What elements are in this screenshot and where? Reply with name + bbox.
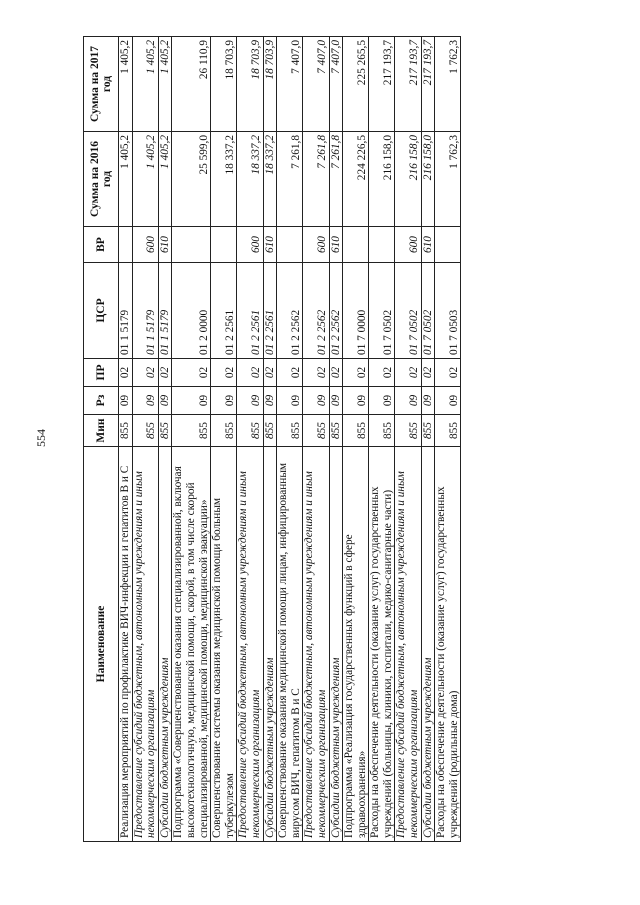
cell-csr: 01 7 0000 (343, 263, 369, 359)
cell-pr: 02 (158, 359, 172, 387)
cell-sum-2016: 216 158,0 (395, 132, 421, 227)
cell-sum-2016: 25 599,0 (172, 132, 211, 227)
cell-name: Расходы на обеспечение деятельности (оказание услуг) государственных учреждений (родильные дома) (435, 447, 461, 842)
cell-csr: 01 2 0000 (172, 263, 211, 359)
cell-pr: 02 (369, 359, 395, 387)
cell-pr: 02 (211, 359, 237, 387)
cell-name: Предоставление субсидий бюджетным, автономным учреждениям и иным некоммерческим организациям (303, 447, 329, 842)
cell-pr: 02 (435, 359, 461, 387)
header-min: Мин (84, 415, 119, 447)
cell-csr: 01 1 5179 (158, 263, 172, 359)
cell-csr: 01 7 0503 (435, 263, 461, 359)
cell-pr: 02 (277, 359, 303, 387)
cell-vr (119, 227, 133, 263)
cell-pr: 02 (132, 359, 158, 387)
cell-sum-2016: 7 261,8 (303, 132, 329, 227)
cell-min: 855 (158, 415, 172, 447)
cell-sum-2016: 216 158,0 (369, 132, 395, 227)
cell-sum-2016: 7 261,8 (329, 132, 343, 227)
page-number: 554 (34, 429, 48, 447)
cell-name: Предоставление субсидий бюджетным, автономным учреждениям и иным некоммерческим организациям (395, 447, 421, 842)
cell-sum-2016: 1 405,2 (132, 132, 158, 227)
table-row (277, 37, 303, 842)
cell-vr (211, 227, 237, 263)
cell-min: 855 (369, 415, 395, 447)
cell-csr: 01 2 2562 (277, 263, 303, 359)
cell-rz: 09 (369, 387, 395, 415)
table-row (329, 37, 343, 842)
cell-sum-2016: 1 405,2 (119, 132, 133, 227)
cell-sum-2017: 7 407,0 (329, 37, 343, 132)
cell-name: Субсидии бюджетным учреждениям (158, 447, 172, 842)
cell-min: 855 (119, 415, 133, 447)
cell-name: Субсидии бюджетным учреждениям (263, 447, 277, 842)
cell-csr: 01 2 2561 (237, 263, 263, 359)
cell-sum-2016: 216 158,0 (421, 132, 435, 227)
cell-min: 855 (421, 415, 435, 447)
cell-sum-2016: 224 226,5 (343, 132, 369, 227)
cell-pr: 02 (329, 359, 343, 387)
cell-name: Предоставление субсидий бюджетным, автономным учреждениям и иным некоммерческим организациям (132, 447, 158, 842)
cell-sum-2017: 1 762,3 (435, 37, 461, 132)
cell-sum-2017: 18 703,9 (263, 37, 277, 132)
cell-rz: 09 (263, 387, 277, 415)
cell-sum-2017: 225 265,5 (343, 37, 369, 132)
cell-min: 855 (303, 415, 329, 447)
cell-vr: 610 (158, 227, 172, 263)
cell-vr (343, 227, 369, 263)
cell-rz: 09 (237, 387, 263, 415)
cell-pr: 02 (343, 359, 369, 387)
cell-sum-2017: 26 110,9 (172, 37, 211, 132)
cell-vr (277, 227, 303, 263)
cell-sum-2016: 18 337,2 (263, 132, 277, 227)
cell-min: 855 (211, 415, 237, 447)
cell-rz: 09 (421, 387, 435, 415)
cell-rz: 09 (329, 387, 343, 415)
cell-pr: 02 (263, 359, 277, 387)
cell-vr (369, 227, 395, 263)
table-row (421, 37, 435, 842)
cell-min: 855 (343, 415, 369, 447)
table-row (158, 37, 172, 842)
cell-min: 855 (237, 415, 263, 447)
header-vr: ВР (84, 227, 119, 263)
cell-name: Совершенствование системы оказания медицинской помощи больным туберкулезом (211, 447, 237, 842)
cell-name: Субсидии бюджетным учреждениям (421, 447, 435, 842)
cell-pr: 02 (303, 359, 329, 387)
cell-sum-2017: 7 407,0 (303, 37, 329, 132)
cell-rz: 09 (119, 387, 133, 415)
cell-min: 855 (395, 415, 421, 447)
cell-pr: 02 (172, 359, 211, 387)
cell-csr: 01 7 0502 (369, 263, 395, 359)
table-row (237, 37, 263, 842)
cell-csr: 01 7 0502 (421, 263, 435, 359)
table-row (132, 37, 158, 842)
cell-pr: 02 (395, 359, 421, 387)
cell-csr: 01 2 2561 (263, 263, 277, 359)
header-rz: Рз (84, 387, 119, 415)
cell-rz: 09 (211, 387, 237, 415)
cell-sum-2017: 217 193,7 (421, 37, 435, 132)
cell-pr: 02 (119, 359, 133, 387)
cell-sum-2016: 18 337,2 (237, 132, 263, 227)
cell-vr: 600 (395, 227, 421, 263)
header-name: Наименование (84, 447, 119, 842)
cell-vr: 600 (303, 227, 329, 263)
budget-table (83, 36, 461, 842)
cell-rz: 09 (158, 387, 172, 415)
cell-name: Субсидии бюджетным учреждениям (329, 447, 343, 842)
cell-csr: 01 2 2562 (303, 263, 329, 359)
cell-csr: 01 2 2562 (329, 263, 343, 359)
cell-vr (435, 227, 461, 263)
cell-min: 855 (277, 415, 303, 447)
table-row (435, 37, 461, 842)
cell-sum-2017: 18 703,9 (211, 37, 237, 132)
cell-sum-2017: 217 193,7 (395, 37, 421, 132)
cell-sum-2017: 1 405,2 (132, 37, 158, 132)
cell-csr: 01 7 0502 (395, 263, 421, 359)
cell-sum-2016: 7 261,8 (277, 132, 303, 227)
cell-vr: 610 (421, 227, 435, 263)
cell-rz: 09 (343, 387, 369, 415)
table-row (172, 37, 211, 842)
cell-csr: 01 2 2561 (211, 263, 237, 359)
cell-min: 855 (329, 415, 343, 447)
header-csr: ЦСР (84, 263, 119, 359)
cell-sum-2016: 1 762,3 (435, 132, 461, 227)
header-pr: ПР (84, 359, 119, 387)
cell-sum-2017: 18 703,9 (237, 37, 263, 132)
cell-min: 855 (263, 415, 277, 447)
cell-sum-2017: 1 405,2 (158, 37, 172, 132)
cell-vr: 610 (263, 227, 277, 263)
cell-rz: 09 (303, 387, 329, 415)
cell-vr: 610 (329, 227, 343, 263)
cell-name: Реализация мероприятий по профилактике ВИЧ-инфекции и гепатитов В и С (119, 447, 133, 842)
cell-min: 855 (435, 415, 461, 447)
cell-rz: 09 (277, 387, 303, 415)
header-sum-2016: Сумма на 2016 год (84, 132, 119, 227)
cell-pr: 02 (421, 359, 435, 387)
cell-name: Расходы на обеспечение деятельности (оказание услуг) государственных учреждений (больницы, клиники, госпитали, медико-санитарные части) (369, 447, 395, 842)
cell-vr: 600 (132, 227, 158, 263)
cell-rz: 09 (132, 387, 158, 415)
table-body (119, 37, 461, 842)
cell-name: Подпрограмма «Совершенствование оказания специализированной, включая высокотехнологичную, медицинской помощи, скорой, в том числе скорой специализированной, медицинской помощи, медицинской эвакуации» (172, 447, 211, 842)
table-row (343, 37, 369, 842)
cell-min: 855 (132, 415, 158, 447)
cell-csr: 01 1 5179 (132, 263, 158, 359)
cell-rz: 09 (435, 387, 461, 415)
cell-sum-2017: 217 193,7 (369, 37, 395, 132)
cell-sum-2017: 1 405,2 (119, 37, 133, 132)
table-row (119, 37, 133, 842)
cell-vr (172, 227, 211, 263)
table-row (303, 37, 329, 842)
table-row (395, 37, 421, 842)
cell-name: Совершенствование оказания медицинской помощи лицам, инфицированным вирусом ВИЧ, гепатитом В и С (277, 447, 303, 842)
cell-min: 855 (172, 415, 211, 447)
cell-sum-2017: 7 407,0 (277, 37, 303, 132)
header-sum-2017: Сумма на 2017 год (84, 37, 119, 132)
cell-sum-2016: 1 405,2 (158, 132, 172, 227)
cell-csr: 01 1 5179 (119, 263, 133, 359)
table-row (263, 37, 277, 842)
cell-pr: 02 (237, 359, 263, 387)
table-header-row (84, 37, 119, 842)
cell-sum-2016: 18 337,2 (211, 132, 237, 227)
cell-name: Предоставление субсидий бюджетным, автономным учреждениям и иным некоммерческим организациям (237, 447, 263, 842)
cell-rz: 09 (172, 387, 211, 415)
table-row (211, 37, 237, 842)
cell-vr: 600 (237, 227, 263, 263)
table-row (369, 37, 395, 842)
cell-rz: 09 (395, 387, 421, 415)
cell-name: Подпрограмма «Реализация государственных функций в сфере здравоохранения» (343, 447, 369, 842)
rotated-table-container (83, 37, 583, 842)
